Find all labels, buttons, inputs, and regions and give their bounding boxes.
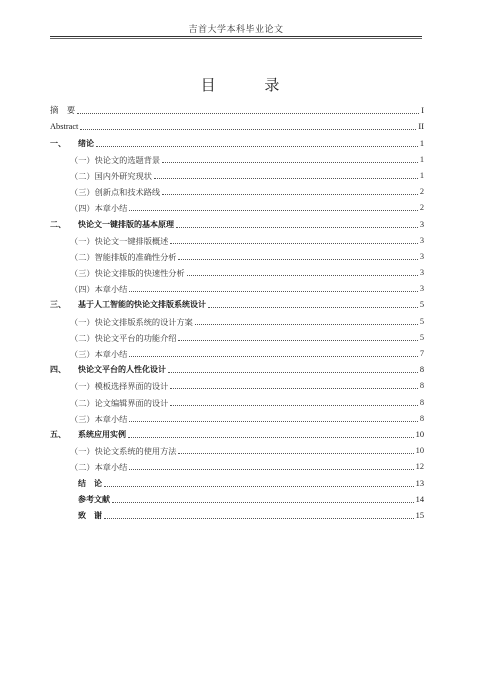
toc-entry-label: 系统应用实例	[78, 429, 126, 439]
running-header: 吉首大学本科毕业论文	[188, 25, 284, 35]
toc-entry-page: 10	[415, 446, 424, 456]
toc-leader-dots	[187, 274, 418, 276]
toc-entry-label: 摘 要	[50, 106, 76, 116]
toc-leader-dots	[112, 501, 414, 503]
toc-entry[interactable]	[50, 375, 424, 391]
toc-entry-page: 5	[419, 300, 424, 310]
toc-entry[interactable]	[50, 343, 424, 359]
toc-title: 目 录	[200, 76, 302, 94]
toc-entry[interactable]	[50, 408, 424, 424]
toc-entry-label: 结 论	[78, 478, 102, 488]
toc-entry-number: 二、	[50, 219, 66, 229]
toc-entry[interactable]	[50, 181, 424, 197]
toc-entry-label: （二）快论文平台的功能介绍	[70, 332, 177, 343]
toc-entry-label: Abstract	[50, 122, 79, 132]
toc-leader-dots	[154, 177, 418, 179]
toc-entry-page: 12	[415, 462, 424, 472]
toc-entry-page: 3	[419, 219, 424, 229]
toc-leader-dots	[129, 355, 417, 357]
toc-leader-dots	[170, 387, 418, 389]
toc-entry-page: 8	[419, 397, 424, 407]
toc-entry-label: 快论文一键排版的基本原理	[78, 219, 174, 229]
toc-entry[interactable]	[50, 116, 424, 132]
toc-entry-label: （一）快论文系统的使用方法	[70, 446, 177, 457]
toc-entry-label: 绪论	[78, 138, 94, 148]
toc-leader-dots	[80, 128, 416, 130]
toc-entry-number: 一、	[50, 138, 66, 148]
toc-entry[interactable]	[50, 213, 424, 229]
toc-entry[interactable]	[50, 440, 424, 456]
toc-entry-page: 10	[415, 429, 424, 439]
toc-leader-dots	[77, 112, 419, 114]
toc-entry-page: 7	[419, 349, 424, 358]
toc-entry-label: （一）快论文一键排版概述	[70, 235, 169, 246]
toc-entry-label: （四）本章小结	[70, 284, 128, 295]
toc-leader-dots	[178, 339, 417, 341]
toc-entry-page: 3	[419, 235, 424, 245]
toc-entry[interactable]	[50, 505, 424, 521]
toc-entry[interactable]	[50, 100, 424, 116]
toc-entry-page: 1	[419, 170, 424, 180]
toc-entry-number: 五、	[50, 429, 66, 439]
toc-entry[interactable]	[50, 197, 424, 213]
toc-entry-page: I	[421, 106, 424, 116]
toc-leader-dots	[129, 290, 417, 292]
toc-entry-label: （二）智能排版的准确性分析	[70, 251, 177, 262]
toc-entry[interactable]	[50, 149, 424, 165]
toc-entry-label: （三）本章小结	[70, 349, 128, 359]
toc-leader-dots	[104, 517, 414, 519]
toc-entry[interactable]	[50, 327, 424, 343]
toc-entry[interactable]	[50, 391, 424, 407]
toc-entry[interactable]	[50, 359, 424, 375]
toc-leader-dots	[208, 306, 418, 308]
toc-entry-page: 5	[419, 316, 424, 326]
toc-entry-label: （三）创新点和技术路线	[70, 187, 161, 198]
toc-entry-label: 致 谢	[78, 510, 102, 520]
toc-entry[interactable]	[50, 230, 424, 246]
toc-entry-label: 基于人工智能的快论文排版系统设计	[78, 300, 206, 310]
toc-entry[interactable]	[50, 489, 424, 505]
toc-entry-label: （三）本章小结	[70, 413, 128, 424]
toc-entry[interactable]	[50, 246, 424, 262]
toc-leader-dots	[128, 436, 414, 438]
toc-leader-dots	[178, 452, 413, 454]
toc-leader-dots	[162, 193, 418, 195]
toc-entry[interactable]	[50, 278, 424, 294]
toc-entry-number: 四、	[50, 365, 66, 375]
toc-entry-page: 3	[419, 268, 424, 278]
toc-entry-page: 8	[419, 365, 424, 375]
toc-entry-label: （一）快论文排版系统的设计方案	[70, 316, 193, 327]
toc-entry-page: 2	[419, 203, 424, 213]
toc-entry-label: 参考文献	[78, 494, 110, 504]
toc-entry-page: 3	[419, 284, 424, 294]
toc-leader-dots	[129, 468, 413, 470]
toc-entry-page: 8	[419, 413, 424, 423]
toc-leader-dots	[178, 258, 417, 260]
toc-entry-label: （二）国内外研究现状	[70, 170, 152, 181]
toc-entry-number: 三、	[50, 300, 66, 310]
toc-leader-dots	[195, 323, 418, 325]
toc-entry[interactable]	[50, 424, 424, 440]
table-of-contents	[50, 100, 424, 521]
toc-entry-page: 14	[415, 494, 424, 504]
toc-entry-page: 3	[419, 251, 424, 261]
toc-entry-page: 1	[419, 138, 424, 148]
toc-entry[interactable]	[50, 456, 424, 472]
toc-entry-label: （一）快论文的选题背景	[70, 154, 161, 165]
toc-leader-dots	[129, 209, 417, 211]
toc-entry-page: 5	[419, 332, 424, 342]
toc-entry-label: （四）本章小结	[70, 203, 128, 214]
toc-entry-page: 13	[415, 478, 424, 488]
toc-entry-label: （二）本章小结	[70, 462, 128, 473]
toc-entry-label: （三）快论文排版的快速性分析	[70, 268, 185, 279]
toc-leader-dots	[96, 145, 418, 147]
toc-entry-label: 快论文平台的人性化设计	[78, 365, 166, 375]
toc-leader-dots	[176, 226, 418, 228]
toc-leader-dots	[168, 371, 418, 373]
toc-entry[interactable]	[50, 132, 424, 148]
toc-entry-page: II	[418, 122, 424, 132]
toc-entry[interactable]	[50, 310, 424, 326]
toc-leader-dots	[129, 420, 417, 422]
toc-entry-page: 1	[419, 154, 424, 164]
toc-entry-label: （一）模板选择界面的设计	[70, 381, 169, 392]
toc-leader-dots	[170, 404, 418, 406]
toc-entry-page: 15	[415, 510, 424, 520]
toc-entry[interactable]	[50, 472, 424, 488]
toc-entry[interactable]	[50, 294, 424, 310]
toc-entry[interactable]	[50, 165, 424, 181]
toc-entry-page: 8	[419, 381, 424, 391]
toc-leader-dots	[104, 485, 414, 487]
header-rule	[50, 36, 422, 37]
toc-entry[interactable]	[50, 262, 424, 278]
toc-leader-dots	[162, 161, 418, 163]
header-rule-thin	[50, 38, 422, 39]
toc-entry-page: 2	[419, 187, 424, 197]
toc-entry-label: （二）论文编辑界面的设计	[70, 397, 169, 408]
toc-leader-dots	[170, 242, 418, 244]
